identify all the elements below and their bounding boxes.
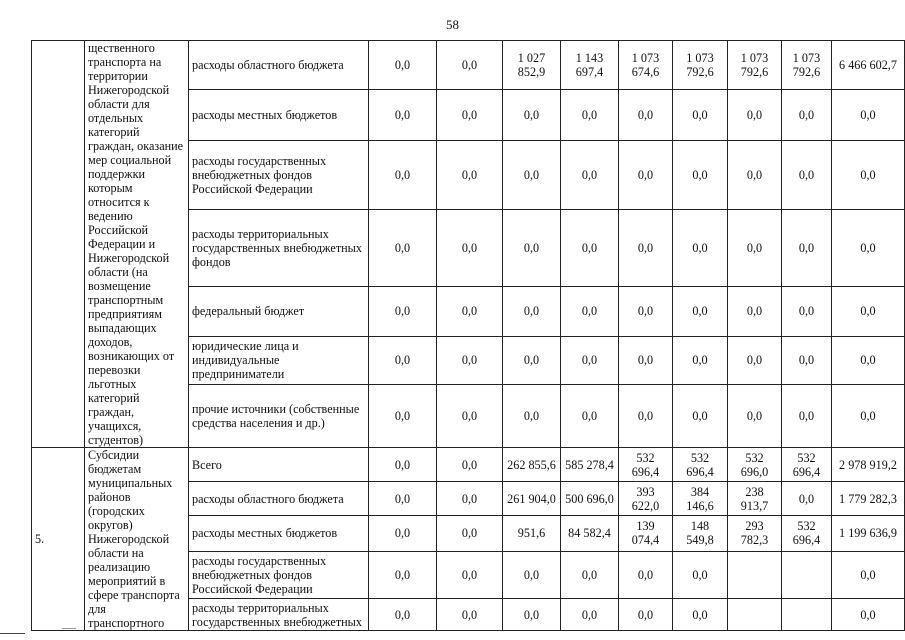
funding-source: расходы государственных внебюджетных фондов Российской Федерации [189, 551, 369, 598]
value-cell: 148 549,8 [673, 516, 728, 551]
value-cell: 1 073 674,6 [619, 41, 673, 90]
value-cell: 0,0 [503, 286, 561, 336]
value-cell: 1 027 852,9 [503, 41, 561, 90]
value-cell: 1 073 792,6 [728, 41, 782, 90]
value-cell: 0,0 [369, 89, 437, 140]
value-cell: 0,0 [503, 89, 561, 140]
value-cell: 0,0 [619, 599, 673, 631]
value-cell: 0,0 [503, 336, 561, 384]
budget-table [31, 40, 905, 631]
funding-source: расходы местных бюджетов [189, 89, 369, 140]
value-cell: 384 146,6 [673, 482, 728, 516]
value-cell: 0,0 [369, 210, 437, 287]
value-cell: 0,0 [437, 89, 503, 140]
page-number: 58 [446, 17, 459, 32]
table-row [32, 41, 905, 90]
value-cell: 293 782,3 [728, 516, 782, 551]
value-cell: 0,0 [619, 336, 673, 384]
footer-mark [0, 633, 25, 634]
funding-source: Всего [189, 448, 369, 482]
value-cell: 0,0 [369, 286, 437, 336]
value-cell: 0,0 [619, 210, 673, 287]
value-cell: 0,0 [561, 336, 619, 384]
value-cell: 500 696,0 [561, 482, 619, 516]
value-cell: 0,0 [728, 286, 782, 336]
value-cell: 0,0 [503, 551, 561, 598]
value-cell: 0,0 [782, 286, 832, 336]
value-cell [782, 551, 832, 598]
total-cell: 0,0 [832, 384, 905, 447]
funding-source: юридические лица и индивидуальные предприниматели [189, 336, 369, 384]
table-row [32, 448, 905, 482]
value-cell [728, 599, 782, 631]
value-cell: 0,0 [437, 599, 503, 631]
value-cell: 0,0 [437, 286, 503, 336]
value-cell: 393 622,0 [619, 482, 673, 516]
value-cell: 951,6 [503, 516, 561, 551]
value-cell: 0,0 [437, 551, 503, 598]
funding-source: расходы местных бюджетов [189, 516, 369, 551]
value-cell: 0,0 [561, 384, 619, 447]
value-cell: 0,0 [619, 286, 673, 336]
value-cell: 0,0 [673, 141, 728, 210]
value-cell: 0,0 [561, 89, 619, 140]
funding-source: расходы государственных внебюджетных фондов Российской Федерации [189, 141, 369, 210]
total-cell: 1 779 282,3 [832, 482, 905, 516]
value-cell: 0,0 [673, 89, 728, 140]
value-cell: 0,0 [369, 41, 437, 90]
section-b [32, 448, 905, 631]
funding-source: прочие источники (собственные средства населения и др.) [189, 384, 369, 447]
value-cell: 0,0 [437, 448, 503, 482]
value-cell: 1 143 697,4 [561, 41, 619, 90]
total-cell: 0,0 [832, 551, 905, 598]
value-cell: 0,0 [503, 599, 561, 631]
row-position-number [32, 41, 85, 448]
value-cell: 0,0 [503, 210, 561, 287]
value-cell: 585 278,4 [561, 448, 619, 482]
value-cell: 0,0 [561, 286, 619, 336]
value-cell: 0,0 [782, 384, 832, 447]
value-cell: 84 582,4 [561, 516, 619, 551]
value-cell: 0,0 [673, 384, 728, 447]
value-cell: 0,0 [437, 141, 503, 210]
total-cell: 0,0 [832, 336, 905, 384]
total-cell: 6 466 602,7 [832, 41, 905, 90]
value-cell [728, 551, 782, 598]
value-cell: 261 904,0 [503, 482, 561, 516]
value-cell: 0,0 [369, 599, 437, 631]
funding-source: федеральный бюджет [189, 286, 369, 336]
value-cell: 0,0 [369, 448, 437, 482]
value-cell: 0,0 [369, 551, 437, 598]
value-cell: 0,0 [673, 336, 728, 384]
value-cell: 0,0 [728, 384, 782, 447]
value-cell: 532 696,0 [728, 448, 782, 482]
value-cell: 139 074,4 [619, 516, 673, 551]
value-cell: 0,0 [728, 89, 782, 140]
value-cell: 0,0 [619, 141, 673, 210]
value-cell: 532 696,4 [673, 448, 728, 482]
row-description: Субсидии бюджетам муниципальных районов (городских округов) Нижегородской области на реализацию мероприятий в сфере транспорта для транспортного [85, 448, 189, 631]
section-a [32, 41, 905, 448]
value-cell: 0,0 [561, 141, 619, 210]
value-cell: 0,0 [437, 210, 503, 287]
value-cell: 0,0 [619, 89, 673, 140]
value-cell: 0,0 [782, 210, 832, 287]
funding-source: расходы областного бюджета [189, 41, 369, 90]
footer-mark [62, 628, 76, 629]
value-cell: 238 913,7 [728, 482, 782, 516]
value-cell: 0,0 [369, 516, 437, 551]
value-cell: 0,0 [369, 336, 437, 384]
value-cell: 0,0 [782, 141, 832, 210]
total-cell: 0,0 [832, 210, 905, 287]
row-description: щественного транспорта на территории Нижегородской области для отдельных категорий граждан, оказание мер социальной поддержки которым относится к ведению Российской Федерации и Нижегородской области (на возмещение транспортным предприятиям выпадающих доходов, возникающих от перевозки льготных категорий граждан, учащихся, студентов) [85, 41, 189, 448]
value-cell: 0,0 [673, 286, 728, 336]
value-cell: 532 696,4 [619, 448, 673, 482]
value-cell: 0,0 [782, 336, 832, 384]
value-cell: 0,0 [369, 482, 437, 516]
value-cell [782, 599, 832, 631]
value-cell: 0,0 [369, 384, 437, 447]
value-cell: 0,0 [673, 599, 728, 631]
total-cell: 0,0 [832, 599, 905, 631]
value-cell: 0,0 [728, 336, 782, 384]
value-cell: 0,0 [437, 384, 503, 447]
value-cell: 1 073 792,6 [673, 41, 728, 90]
value-cell: 0,0 [561, 210, 619, 287]
value-cell: 0,0 [782, 89, 832, 140]
value-cell: 0,0 [561, 599, 619, 631]
funding-source: расходы территориальных государственных внебюджетных фондов [189, 210, 369, 287]
value-cell: 0,0 [673, 210, 728, 287]
value-cell: 0,0 [561, 551, 619, 598]
value-cell: 0,0 [437, 482, 503, 516]
total-cell: 0,0 [832, 89, 905, 140]
total-cell: 1 199 636,9 [832, 516, 905, 551]
value-cell: 0,0 [728, 141, 782, 210]
value-cell: 262 855,6 [503, 448, 561, 482]
value-cell: 0,0 [437, 41, 503, 90]
value-cell: 0,0 [619, 384, 673, 447]
total-cell: 0,0 [832, 141, 905, 210]
value-cell: 0,0 [728, 210, 782, 287]
value-cell: 1 073 792,6 [782, 41, 832, 90]
value-cell: 0,0 [673, 551, 728, 598]
value-cell: 0,0 [619, 551, 673, 598]
value-cell: 0,0 [782, 482, 832, 516]
value-cell: 0,0 [503, 141, 561, 210]
value-cell: 532 696,4 [782, 448, 832, 482]
value-cell: 0,0 [503, 384, 561, 447]
row-position-number: 5. [32, 448, 85, 631]
funding-source: расходы областного бюджета [189, 482, 369, 516]
value-cell: 0,0 [369, 141, 437, 210]
total-cell: 0,0 [832, 286, 905, 336]
value-cell: 0,0 [437, 516, 503, 551]
value-cell: 532 696,4 [782, 516, 832, 551]
funding-source: расходы территориальных государственных внебюджетных [189, 599, 369, 631]
value-cell: 0,0 [437, 336, 503, 384]
total-cell: 2 978 919,2 [832, 448, 905, 482]
